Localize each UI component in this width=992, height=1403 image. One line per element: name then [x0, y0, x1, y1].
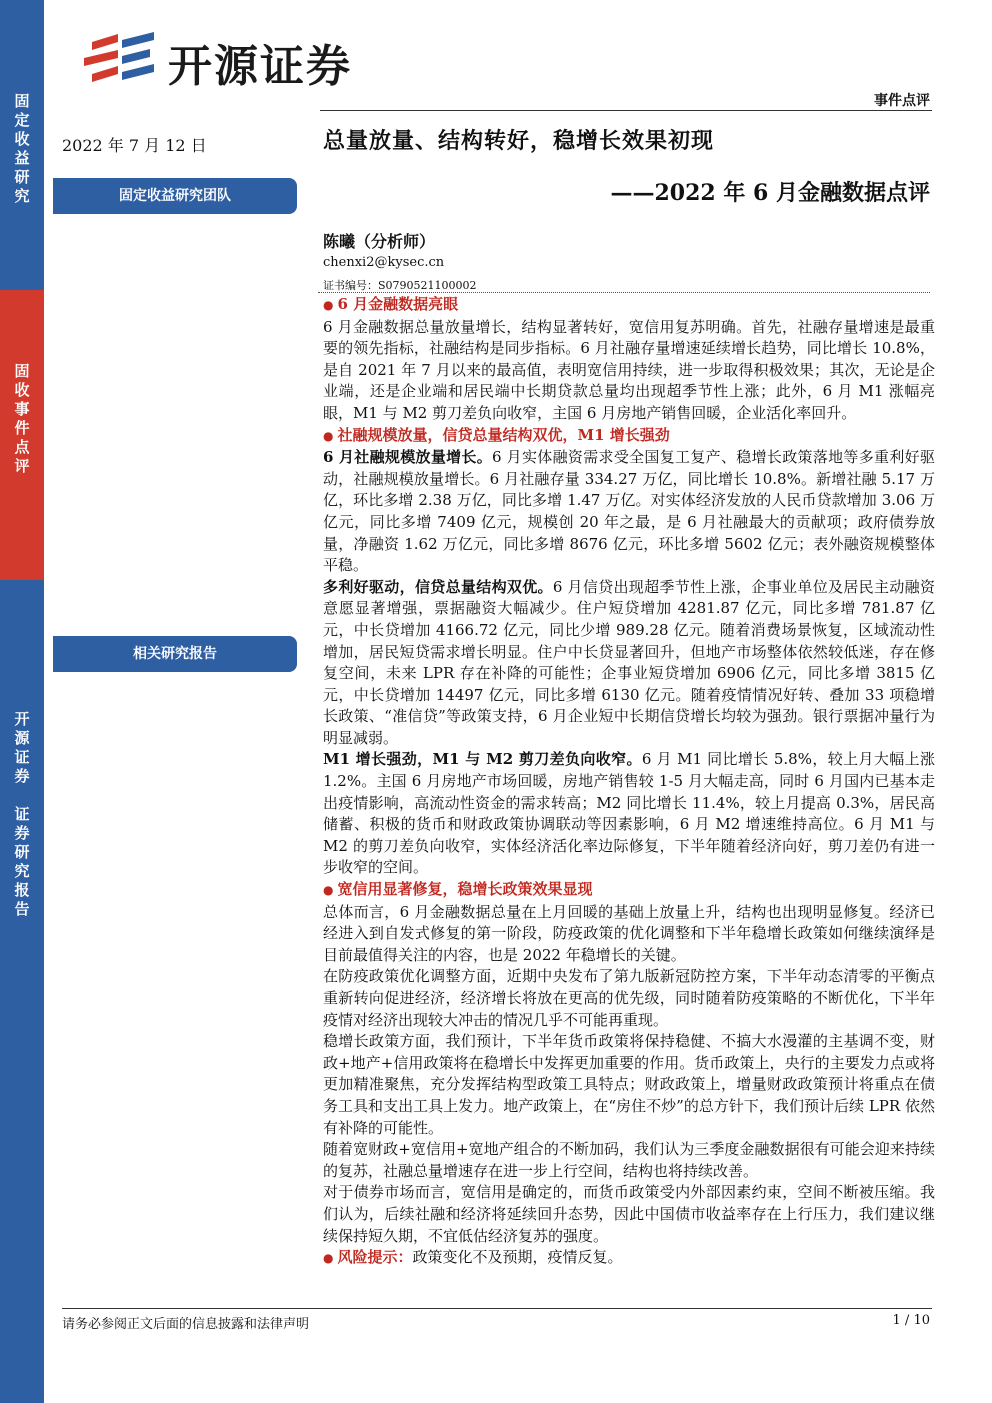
sidebar: [0, 0, 44, 1403]
sidebar-char: 券: [14, 767, 30, 785]
sidebar-char: 研: [14, 843, 30, 861]
body-paragraph: 稳增长政策方面，我们预计，下半年货币政策将保持稳健、不搞大水漫灌的主基调不变，财政+地产+信用政策将在稳增长中发挥更加重要的作用。货币政策上，央行的主要发力点或将更加精准聚焦，充分发挥结构型政策工具特点；财政政策上，增量财政政策预计将重点在债务工具和支出工具上发力。地产政策上，在“房住不炒”的总方针下，我们预计后续 LPR 依然有补降的可能性。: [323, 1032, 935, 1137]
sidebar-char: 件: [14, 419, 30, 437]
section-heading: ● 6 月金融数据亮眼: [323, 295, 459, 313]
bullet-icon: ●: [323, 1251, 334, 1266]
analyst-name: 陈曦（分析师）: [323, 232, 436, 251]
sidebar-char: 究: [14, 187, 30, 205]
footer-disclaimer: 请务必参阅正文后面的信息披露和法律声明: [62, 1317, 310, 1332]
sidebar-label-event-review: [0, 362, 44, 476]
bullet-icon: ●: [323, 298, 334, 312]
sidebar-char: 告: [14, 900, 30, 918]
sidebar-char: 益: [14, 149, 30, 167]
sidebar-char: 评: [14, 457, 30, 475]
bullet-icon: ●: [323, 428, 334, 443]
sidebar-char: [0, 786, 44, 805]
report-subtitle: ——2022 年 6 月金融数据点评: [610, 180, 930, 206]
sidebar-char: 开: [14, 710, 30, 728]
footer-divider: [62, 1308, 932, 1309]
sidebar-char: 点: [14, 438, 30, 456]
team-label-box: 固定收益研究团队: [53, 178, 297, 214]
body-paragraph: 6 月金融数据总量放量增长，结构显著转好，宽信用复苏明确。首先，社融存量增速是最重要的领先指标，社融结构是同步指标。6 月社融存量增速延续增长趋势，同比增长 10.8%，是自 2021 年 7 月以来的最高值，表明宽信用持续，进一步取得积极效果；其次，无论是企业端，还是企业端和居民端中长期贷款总量均出现超季节性上涨；此外，6 月 M1 涨幅亮眼，M1 与 M2 剪刀差负向收窄，主国 6 月房地产销售回暖，企业活化率回升。: [323, 317, 935, 422]
body-paragraph: 6 月社融规模放量增长。6 月实体融资需求受全国复工复产、稳增长政策落地等多重利好驱动，社融规模放量增长。6 月社融存量 334.27 万亿，同比增长 10.8%。新增社融 5.17 万亿，环比多增 2.38 万亿，同比多增 1.47 万亿。对实体经济发放的人民币贷款增加 3.06 万亿元，同比多增 7409 亿元，规模创 20 年之最，是 6 月社融最大的贡献项；政府债券放量，净融资 1.62 万亿元，同比多增 8676 亿元，环比多增 5602 亿元；表外融资规模整体平稳。: [323, 448, 935, 575]
sidebar-char: 证: [14, 805, 30, 823]
body-paragraph: 在防疫政策优化调整方面，近期中央发布了第九版新冠防控方案，下半年动态清零的平衡点重新转向促进经济，经济增长将放在更高的优先级，同时随着防疫策略的不断优化，下半年疫情对经济出现较大冲击的情况几乎不可能再重现。: [323, 967, 935, 1029]
sidebar-char: 定: [14, 111, 30, 129]
sidebar-char: 收: [14, 381, 30, 399]
sidebar-char: 固: [14, 362, 30, 380]
body-paragraph: 多利好驱动，信贷总量结构双优。6 月信贷出现超季节性上涨，企事业单位及居民主动融资意愿显著增强，票据融资大幅减少。住户短贷增加 4281.87 亿元，同比多增 781.87 亿元，中长贷增加 4166.72 亿元，同比少增 989.28 亿元。随着消费场景恢复，区域流动性增加，居民短贷需求增长明显。住户中长贷显著回升，但地产市场整体依然较低迷，存在修复空间，未来 LPR 存在补降的可能性；企事业短贷增加 6906 亿元，同比多增 3815 亿元，中长贷增加 14497 亿元，同比多增 6130 亿元。随着疫情情况好转、叠加 33 项稳增长政策、“准信贷”等政策支持，6 月企业短中长期信贷增长均较为强劲。银行票据冲量行为明显减弱。: [323, 577, 935, 747]
report-date: 2022 年 7 月 12 日: [62, 136, 207, 155]
sidebar-char: 事: [14, 400, 30, 418]
sidebar-char: 报: [14, 881, 30, 899]
bullet-icon: ●: [323, 883, 334, 898]
body-paragraph: 随着宽财政+宽信用+宽地产组合的不断加码，我们认为三季度金融数据很有可能会迎来持续的复苏，社融总量增速存在进一步上行空间，结构也将持续改善。: [323, 1140, 935, 1180]
sidebar-char: 券: [14, 824, 30, 842]
section-heading: ● 社融规模放量，信贷总量结构双优，M1 增长强劲: [323, 425, 670, 444]
sidebar-char: 证: [14, 748, 30, 766]
section-heading: ● 宽信用显著修复，稳增长政策效果显现: [323, 880, 593, 899]
sidebar-char: 固: [14, 92, 30, 110]
sidebar-char: 究: [14, 862, 30, 880]
sidebar-char: 源: [14, 729, 30, 747]
risk-note: ● 风险提示：政策变化不及预期，疫情反复。: [323, 1248, 623, 1267]
sidebar-label-fixed-income: [0, 92, 44, 206]
analyst-certificate: 证书编号：S0790521100002: [323, 279, 477, 292]
body-paragraph: 对于债券市场而言，宽信用是确定的，而货币政策受内外部因素约束，空间不断被压缩。我们认为，后续社融和经济将延续回升态势，因此中国债市收益率存在上行压力，我们建议继续保持短久期，不宜低估经济复苏的强度。: [323, 1183, 935, 1245]
report-body: [323, 294, 935, 1270]
sidebar-char: 研: [14, 168, 30, 186]
body-paragraph: 总体而言，6 月金融数据总量在上月回暖的基础上放量上升，结构也出现明显修复。经济已经进入到自发式修复的第一阶段，防疫政策的优化调整和下半年稳增长政策如何继续演绎是目前最值得关注的内容，也是 2022 年稳增长的关键。: [323, 902, 935, 964]
sidebar-char: 收: [14, 130, 30, 148]
report-title: 总量放量、结构转好，稳增长效果初现: [323, 128, 715, 154]
page-number: 1 / 10: [892, 1313, 930, 1328]
doc-type: 事件点评: [874, 93, 930, 109]
related-reports-box: 相关研究报告: [53, 636, 297, 672]
header-divider: [320, 110, 932, 111]
analyst-email[interactable]: chenxi2@kysec.cn: [323, 255, 445, 270]
company-name: 开源证券: [168, 41, 352, 92]
sidebar-label-kysec-report: [0, 710, 44, 919]
body-paragraph: M1 增长强劲，M1 与 M2 剪刀差负向收窄。6 月 M1 同比增长 5.8%，较上月大幅上涨 1.2%。主国 6 月房地产市场回暖，房地产销售较 1-5 月大幅走高，同时 6 月国内已基本走出疫情影响，高流动性资金的需求转高；M2 同比增长 11.4%，较上月提高 0.3%，居民高储蓄、积极的货币和财政政策协调联动等因素影响，6 月 M2 增速维持高位。6 月 M1 与 M2 的剪刀差负向收窄，实体经济活化率边际修复，下半年随着经济向好，剪刀差仍有进一步收窄的空间。: [323, 750, 935, 877]
dotted-divider: [318, 292, 930, 293]
